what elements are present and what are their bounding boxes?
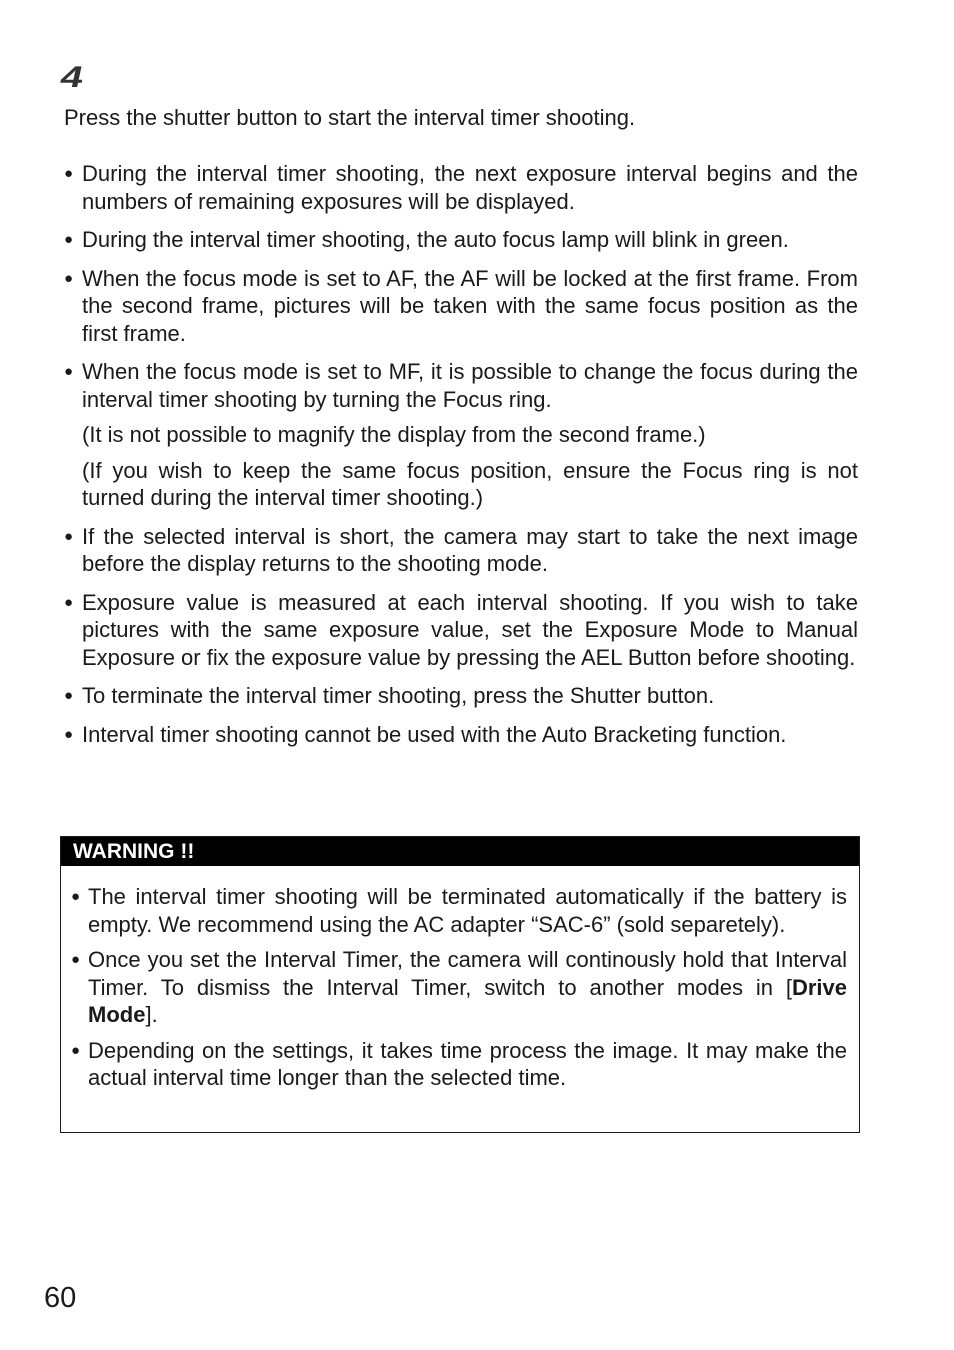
list-item: [64, 523, 858, 578]
list-item: [71, 1037, 847, 1092]
page-number: 60: [44, 1282, 77, 1314]
list-item-text: Depending on the settings, it takes time process the image. It may make the actual interval time longer than the selected time.: [88, 1037, 847, 1090]
notes-list: [64, 160, 858, 759]
bullet-icon: ●: [64, 593, 74, 611]
step-number: 4: [57, 60, 86, 94]
drive-mode-label: Drive Mode: [88, 974, 847, 1027]
bullet-icon: ●: [71, 888, 81, 905]
warning-box: [60, 836, 860, 1133]
list-item-text: Once you set the Interval Timer, the camera will continously hold that Interval Timer. To dismiss the Interval Timer, switch to another modes in [: [88, 947, 847, 1000]
list-item-text: The interval timer shooting will be terminated automatically if the battery is empty. We recommend using the AC adapter “SAC-6” (sold separetely).: [88, 884, 847, 937]
list-item: [71, 946, 847, 1029]
bullet-icon: ●: [64, 687, 74, 704]
list-item-note: (It is not possible to magnify the display from the second frame.): [82, 422, 706, 447]
list-item-text: When the focus mode is set to AF, the AF will be locked at the first frame. From the second frame, pictures will be taken with the same focus position as the first frame.: [82, 265, 858, 346]
list-item: [64, 160, 858, 215]
warning-list: [71, 883, 847, 1100]
list-item-text: Exposure value is measured at each interval shooting. If you wish to take pictures with the same exposure value, set the Exposure Mode to Manual Exposure or fix the exposure value by pressing the AEL Button before shooting.: [82, 589, 858, 670]
list-item-text: During the interval timer shooting, the next exposure interval begins and the numbers of remaining exposures will be displayed.: [82, 161, 858, 214]
list-item: [64, 721, 858, 749]
bullet-icon: ●: [64, 269, 74, 287]
list-item-text: If the selected interval is short, the camera may start to take the next image before the display returns to the shooting mode.: [82, 523, 858, 576]
bullet-icon: ●: [71, 1041, 81, 1059]
list-item-text: Interval timer shooting cannot be used with the Auto Bracketing function.: [82, 721, 787, 747]
bullet-icon: ●: [64, 231, 74, 248]
step-instruction: Press the shutter button to start the interval timer shooting.: [64, 105, 636, 130]
bullet-icon: ●: [64, 725, 74, 743]
list-item: [64, 589, 858, 672]
bullet-icon: ●: [71, 951, 81, 968]
list-item: [64, 226, 858, 254]
list-item: [64, 358, 858, 512]
list-item-text: ].: [145, 1002, 158, 1027]
bullet-icon: ●: [64, 363, 74, 380]
list-item: [64, 682, 858, 710]
list-item: [71, 883, 847, 938]
warning-title: WARNING !!: [61, 837, 859, 866]
bullet-icon: ●: [64, 527, 74, 545]
bullet-icon: ●: [64, 165, 74, 182]
list-item: [64, 265, 858, 348]
list-item-text: To terminate the interval timer shooting, press the Shutter button.: [82, 683, 715, 708]
list-item-text: During the interval timer shooting, the auto focus lamp will blink in green.: [82, 227, 789, 252]
list-item-text: When the focus mode is set to MF, it is possible to change the focus during the interval timer shooting by turning the Focus ring.: [82, 359, 858, 412]
list-item-note: (If you wish to keep the same focus position, ensure the Focus ring is not turned during the interval timer shooting.): [82, 457, 858, 510]
